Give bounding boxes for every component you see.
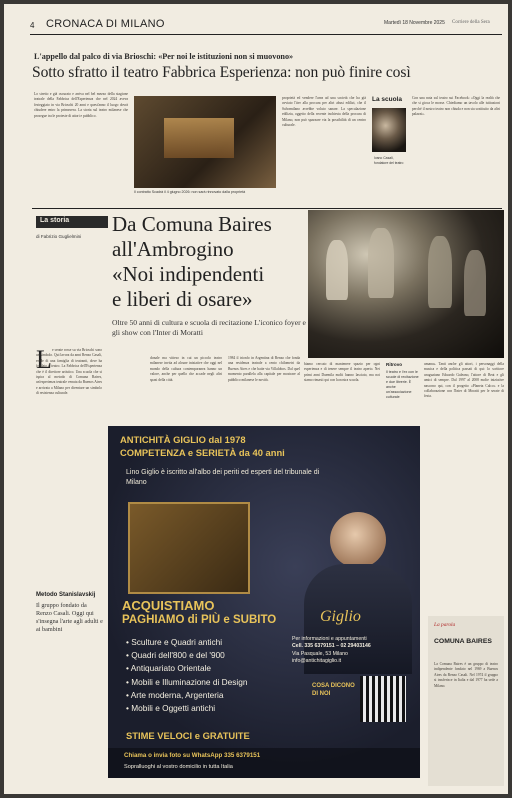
ad-web: info@antichitagiglio.it <box>292 658 342 665</box>
stage-light <box>164 118 234 158</box>
page-number: 4 <box>30 21 35 30</box>
antiques-advert <box>108 426 420 778</box>
ad-acquistiamo: ACQUISTIAMO <box>122 598 215 613</box>
top-headline: Sotto sfratto il teatro Fabbrica Esperienza: non può finire così <box>32 64 411 81</box>
ad-title: ANTICHITÀ GIGLIO dal 1978 <box>120 434 246 445</box>
dancer-figure-4 <box>464 250 486 316</box>
dancer-figure-2 <box>368 228 394 298</box>
ad-item-text: Antiquariato Orientale <box>130 663 212 674</box>
ad-subtitle: COMPETENZA e SERIETÀ da 40 anni <box>120 447 285 458</box>
ad-item-text: Mobili e Illuminazione di Design <box>131 676 248 687</box>
ad-item: • Mobili e Oggetti antichi <box>126 703 216 714</box>
byline: di Fabrizio Guglielmini <box>36 234 82 239</box>
ad-item-text: Mobili e Oggetti antichi <box>131 703 216 714</box>
dancer-figure-3 <box>428 236 452 308</box>
ad-item: • Arte moderna, Argenteria <box>126 689 224 700</box>
parola-label: La parola <box>434 622 456 628</box>
casali-portrait <box>372 108 406 152</box>
ad-address: Via Pasquale, 53 Milano <box>292 650 348 657</box>
newspaper-page <box>4 4 508 794</box>
main-col-2: donale ma vitteso in cui un piccolo teatro milanese invita ad alcune iniziative che oggi nel mondo della cultura contemporanea hanno un valore, anche per quello che accade negli altri spazi della città. <box>150 356 222 382</box>
headline-line-1: Da Comuna Baires <box>112 212 272 236</box>
paper-name: Corriere della Sera <box>452 20 490 25</box>
main-col-1: e serate rosse su via Brioschi sono un simbolo. Qui lavora da anni Renzo Casali, erede di una famiglia di teatranti, dove ha fondato il teatro. La Fabbrica dell'Esperienza che è il direttore artistico. Una scuola che si ispira al metodo di Comuna Baires, un'esperienza teatrale venuta da Buenos Aires e arrivata a Milano per diventare un simbolo di resistenza culturale. <box>36 348 102 396</box>
parola-title: COMUNA BAIRES <box>434 638 492 645</box>
ad-item-list <box>126 636 247 715</box>
parola-box <box>428 616 504 786</box>
ad-item-text: Quadri dell'800 e del '900 <box>131 650 225 661</box>
ritrovo-text: Il teatro e l'ex con le scuole di recitazione e due librerie. È anche un'associazione culturale <box>386 370 419 399</box>
ad-paghiamo: PAGHIAMO di PIÙ e SUBITO <box>122 614 277 626</box>
qr-code[interactable] <box>360 676 406 722</box>
scuola-label: La scuola <box>372 96 402 103</box>
ad-item: • Sculture e Quadri antichi <box>126 637 223 647</box>
main-col-4: biamo cercato di mantenere spazio per ogni esperienza e di tenere sempre il teatro aperto. Nei primi anni Duemila molti hanno lasciato, ma noi siamo rimasti qui con la nostra scuola. <box>304 362 380 383</box>
parola-text: La Comuna Baires è un gruppo di teatro indipendente fondato nel 1969 a Buenos Aires da Renzo Casali. Nel 1974 il gruppo si trasferisce in Italia e dal 1977 ha sede a Milano. <box>434 662 498 688</box>
lino-giglio-head <box>330 512 386 568</box>
ad-whatsapp: Chiama o invia foto su WhatsApp 335 6379151 <box>124 752 261 759</box>
metodo-title: Metodo Stanislavskij <box>36 592 96 598</box>
main-subhead: Oltre 50 anni di cultura e scuola di recitazione L'iconico foyer e gli show con l'Inter di Moratti <box>112 318 306 337</box>
theatre-photo <box>134 96 276 188</box>
ad-claim: Lino Giglio è iscritto all'albo dei periti ed esperti del tribunale di Milano <box>126 469 320 486</box>
top-kicker: L'appello dal palco di via Brioschi: «Per noi le istituzioni non si muovono» <box>34 52 294 61</box>
ritrovo-title: Ritrovo <box>386 362 403 367</box>
top-body-col-1: Lo stretto e già oscurato e arriva nel bel mezzo della stagione teatrale della Fabbrica dell'Esperienza che nel 2024 aveva festeggiato in via Brioschi 20 anni e quest'anno il luogo dovrà chiudere entro la primavera. La storia sul teatro milanese che prosegue tra le proteste di attori e pubblico. <box>34 92 128 118</box>
ad-info-title: Per informazioni e appuntamenti <box>292 636 367 642</box>
ad-item-text: Arte moderna, Argenteria <box>130 689 224 700</box>
ad-sopralluoghi: Sopralluoghi al vostro domicilio in tutta Italia <box>124 764 233 770</box>
ad-item: • Mobili e Illuminazione di Design <box>126 676 248 687</box>
scuola-caption: Ivano Casali, fondatore del teatro <box>374 156 404 165</box>
main-headline <box>112 212 272 312</box>
top-photo-caption: Il contratto Scadrà il 4 giugno 2026: non sarà rinnovato dalla proprietà <box>134 190 246 194</box>
giglio-logo: Giglio <box>320 608 361 625</box>
dancer-figure-1 <box>326 240 348 300</box>
section-title: CRONACA DI MILANO <box>46 18 165 30</box>
top-rule <box>32 208 502 209</box>
ad-phones: Cell. 335 6379151 – 02 29403146 <box>292 643 371 650</box>
headline-line-4: e liberi di osare» <box>112 287 253 311</box>
ad-item: • Antiquariato Orientale <box>126 663 212 674</box>
ad-item: • Quadri dell'800 e del '900 <box>126 650 225 661</box>
ad-contacts <box>292 636 416 666</box>
main-col-5: umana». Tanti anche gli attori, i personaggi della musica e della politica passati di qui: lo scrittore uruguaiano Eduardo Galeano, l'attore di Beat e gli amici di sempre. Dal 1997 al 2008 molte iniziative nascono qui, con il progetto «Planeta Calco» e la collaborazione con l'Inter di Moratti per le serate di festa. <box>424 362 504 399</box>
painting-image <box>128 502 250 594</box>
headline-line-3: «Noi indipendenti <box>112 262 265 286</box>
metodo-text: Il gruppo fondato da Renzo Casali. Oggi qui s'insegna l'arte agli adulti e ai bambini <box>36 602 103 633</box>
ad-stime: STIME VELOCI e GRATUITE <box>126 730 250 741</box>
ad-item-text: Sculture e Quadri antichi <box>131 637 223 647</box>
dance-photo <box>308 210 504 358</box>
top-body-col-3: Con una nota sul teatro sui Facebook: «Oggi la realtà che che si gioca le mosse. Chiediamo un tavolo alle istituzioni perché il nostro teatro non chiuda e non sia sostituito da altri palazzi». <box>412 96 500 117</box>
main-col-3: 1984 il trionfo in Argentina di Renzo che fonda una residenza teatrale a cento chilometri da Buenos Aires e che batte via Villalobos. Dal quel momento parallela alla capitale per mostrare al pubblico milanese le novità. <box>228 356 300 382</box>
top-body-col-2: proprietà ed vendere l'area ad una società che ha già avviato l'iter alla procura per altri abusi edilizi, che il Salvamilano avrebbe voluto sanare. La speculazione edilizia, oggetto della recente inchiesta della procura di Milano, non può spazzare via la possibilità di un centro culturale. <box>282 96 366 128</box>
header-rule <box>30 34 502 35</box>
issue-date: Martedì 18 Novembre 2025 <box>384 20 445 26</box>
qr-label: COSA DICONO DI NOI <box>312 683 355 697</box>
drop-cap: L <box>36 345 52 374</box>
storia-label: La storia <box>40 217 70 224</box>
headline-line-2: all'Ambrogino <box>112 237 234 261</box>
